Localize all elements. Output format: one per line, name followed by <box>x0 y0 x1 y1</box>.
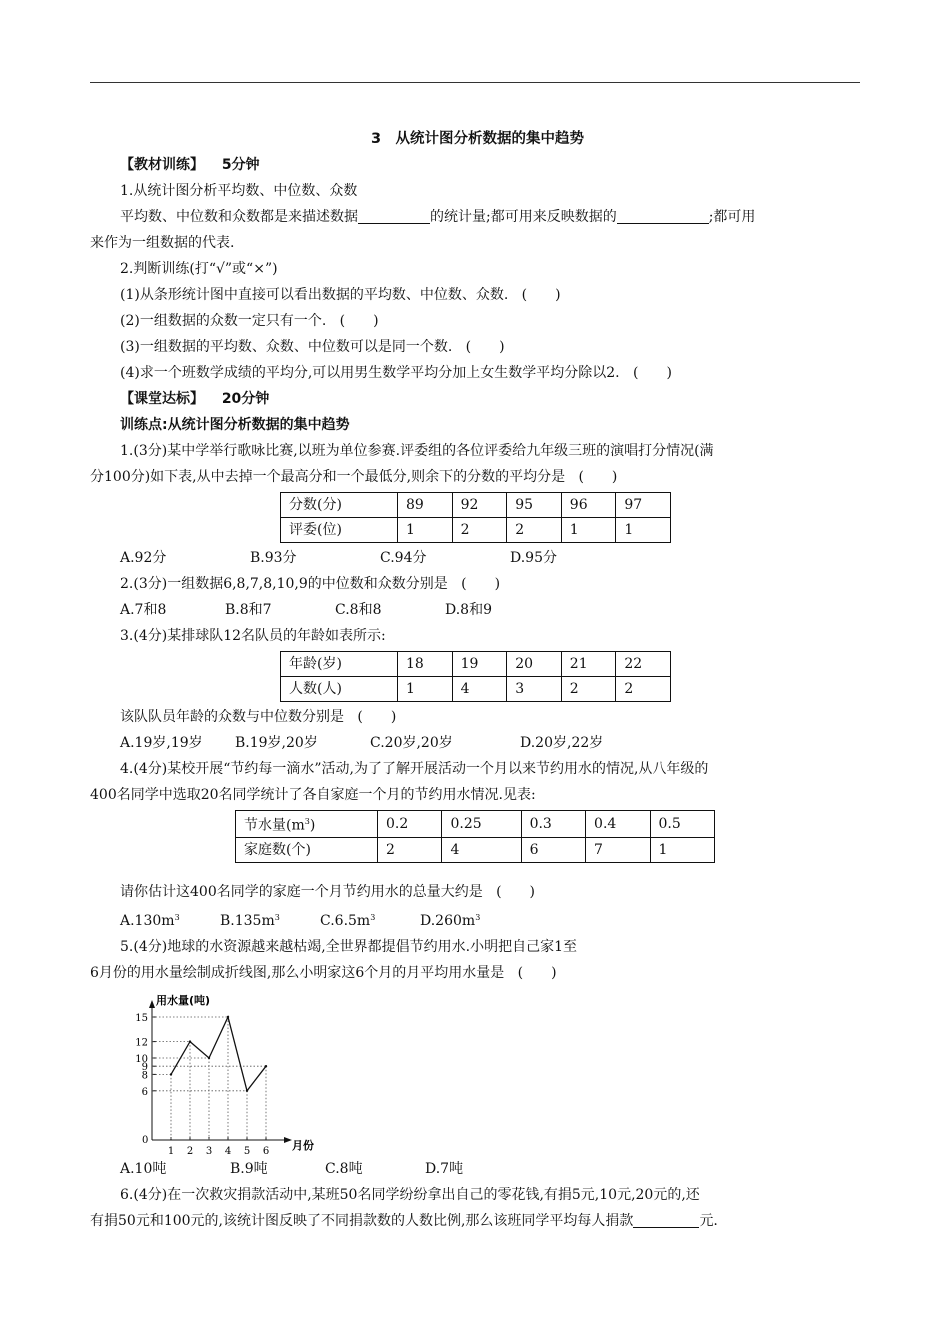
p1-text-c: ;都可用 <box>708 209 756 225</box>
table-cell: 97 <box>616 493 671 518</box>
q4-text: 4.(4分)某校开展“节约每一滴水”活动,为了了解开展活动一个月以来节约用水的情况,从八年级的 <box>120 761 709 777</box>
answer-paren[interactable]: ( ) <box>496 883 536 900</box>
section-heading <box>120 386 865 412</box>
table-row <box>236 811 715 838</box>
data-point <box>189 1041 191 1043</box>
q1-text: 1.(3分)某中学举行歌咏比赛,以班为单位参赛.评委组的各位评委给九年级三班的演唱打分情况(满 <box>120 443 714 459</box>
table-cell: 1 <box>650 837 715 862</box>
option-b[interactable]: B.19岁,20岁 <box>235 735 318 751</box>
option-b[interactable] <box>220 905 320 935</box>
x-axis-label: 月份 <box>292 1139 314 1153</box>
table-row <box>281 652 671 677</box>
q5-text: 5.(4分)地球的水资源越来越枯竭,全世界都提倡节约用水.小明把自己家1至 <box>120 939 577 956</box>
table-cell: 4 <box>452 677 507 702</box>
x-tick-label: 2 <box>186 1146 194 1157</box>
q5-text-part: 6月份的用水量绘制成折线图,那么小明家这6个月的月平均用水量是 <box>90 965 505 982</box>
p1-text <box>120 204 865 230</box>
answer-paren[interactable]: ( ) <box>517 965 557 982</box>
judge-item <box>120 282 865 308</box>
answer-paren[interactable]: ( ) <box>465 339 505 355</box>
table-row <box>281 518 671 543</box>
q1-text-cont <box>90 464 865 490</box>
x-tick-label: 1 <box>167 1146 175 1157</box>
data-point <box>265 1065 267 1067</box>
judge-text: (1)从条形统计图中直接可以看出数据的平均数、中位数、众数. <box>120 287 509 303</box>
table-row <box>281 677 671 702</box>
data-point <box>246 1090 248 1092</box>
table-cell: 95 <box>507 493 562 518</box>
data-point <box>227 1016 229 1018</box>
table-cell: 1 <box>561 518 616 543</box>
option-c[interactable] <box>320 905 420 935</box>
judge-item <box>120 308 865 334</box>
option-text: A.130m <box>120 913 175 930</box>
table-cell: 0.2 <box>378 811 442 838</box>
option-a[interactable] <box>120 905 220 935</box>
origin-label: 0 <box>142 1135 149 1147</box>
cell-sup: 3 <box>304 817 310 826</box>
x-tick-label: 3 <box>205 1146 213 1157</box>
table-cell: 2 <box>616 677 671 702</box>
q5-text-cont <box>90 960 865 986</box>
q2-text <box>120 571 865 597</box>
x-axis-arrow <box>284 1137 292 1143</box>
table-cell: 89 <box>398 493 453 518</box>
table-cell: 7 <box>586 837 650 862</box>
option-d[interactable]: D.8和9 <box>445 602 492 618</box>
option-text: B.135m <box>220 913 275 930</box>
y-tick-label: 10 <box>135 1054 148 1066</box>
q4-text-cont: 400名同学中选取20名同学统计了各自家庭一个月的节约用水情况.见表: <box>90 787 536 803</box>
judge-item <box>120 360 865 386</box>
table-cell: 家庭数(个) <box>236 837 378 862</box>
option-a[interactable]: A.19岁,19岁 <box>120 735 203 751</box>
q4-text-part: 请你估计这400名同学的家庭一个月节约用水的总量大约是 <box>120 883 483 900</box>
table-cell: 1 <box>398 677 453 702</box>
table-cell: 0.3 <box>521 811 585 838</box>
table-cell: 19 <box>452 652 507 677</box>
option-c[interactable]: C.20岁,20岁 <box>370 735 453 751</box>
data-point <box>208 1057 210 1059</box>
q1-text-part: 分100分)如下表,从中去掉一个最高分和一个最低分,则余下的分数的平均分是 <box>90 469 566 485</box>
option-sup: 3 <box>174 912 180 922</box>
cell-text: ) <box>309 817 316 834</box>
option-a[interactable]: A.10吨 <box>120 1161 167 1178</box>
table-cell: 年龄(岁) <box>281 652 398 677</box>
answer-blank[interactable] <box>358 207 430 224</box>
answer-paren[interactable]: ( ) <box>578 469 618 485</box>
answer-paren[interactable]: ( ) <box>461 576 501 592</box>
table-cell: 分数(分) <box>281 493 398 518</box>
table-cell: 18 <box>398 652 453 677</box>
p1-text-b: 的统计量;都可用来反映数据的 <box>430 209 617 225</box>
q6-text-end: 元. <box>699 1213 718 1230</box>
section-time: 5分钟 <box>221 157 260 173</box>
y-tick-label: 6 <box>141 1087 148 1099</box>
table-cell: 21 <box>561 652 616 677</box>
table-cell: 96 <box>561 493 616 518</box>
y-tick-label: 12 <box>135 1037 148 1049</box>
p1-heading: 1.从统计图分析平均数、中位数、众数 <box>120 183 358 199</box>
q3-text-part: 该队队员年龄的众数与中位数分别是 <box>120 709 344 725</box>
y-tick-label: 9 <box>141 1062 148 1074</box>
table-cell: 0.25 <box>442 811 521 838</box>
x-tick-label: 6 <box>262 1146 270 1157</box>
table-cell: 22 <box>616 652 671 677</box>
option-c[interactable]: C.94分 <box>380 550 427 566</box>
x-tick-label: 5 <box>243 1146 251 1157</box>
option-d[interactable] <box>420 905 480 935</box>
option-d[interactable]: D.95分 <box>510 550 557 566</box>
answer-paren[interactable]: ( ) <box>633 365 672 381</box>
p1-text-a: 平均数、中位数和众数都是来描述数据 <box>120 209 358 225</box>
option-c[interactable]: C.8吨 <box>325 1161 363 1178</box>
data-point <box>170 1074 172 1076</box>
option-b[interactable]: B.9吨 <box>230 1161 268 1178</box>
answer-blank[interactable] <box>617 207 709 224</box>
q6-text-cont <box>90 1208 865 1234</box>
table-cell: 1 <box>616 518 671 543</box>
table-cell: 0.5 <box>650 811 715 838</box>
option-d[interactable]: D.7吨 <box>425 1161 464 1178</box>
p1-text-cont: 来作为一组数据的代表. <box>90 235 235 251</box>
option-a[interactable]: A.7和8 <box>120 602 167 618</box>
q6-text-part: 有捐50元和100元的,该统计图反映了不同捐款数的人数比例,那么该班同学平均每人捐款 <box>90 1213 634 1230</box>
water-table <box>235 810 715 863</box>
training-topic: 训练点:从统计图分析数据的集中趋势 <box>120 417 350 433</box>
option-sup: 3 <box>475 912 481 922</box>
table-cell: 2 <box>452 518 507 543</box>
page-title: 3 从统计图分析数据的集中趋势 <box>370 131 585 147</box>
answer-paren[interactable]: ( ) <box>339 313 379 329</box>
table-cell: 4 <box>442 837 521 862</box>
option-text: C.6.5m <box>320 913 371 930</box>
table-cell: 人数(人) <box>281 677 398 702</box>
age-table <box>280 651 671 702</box>
table-cell: 6 <box>521 837 585 862</box>
answer-paren[interactable]: ( ) <box>521 287 561 303</box>
table-cell: 1 <box>398 518 453 543</box>
table-cell: 3 <box>507 677 562 702</box>
water-usage-line-chart <box>120 990 350 1156</box>
x-tick-label: 4 <box>224 1146 232 1157</box>
option-a[interactable]: A.92分 <box>120 550 167 566</box>
q4-text-3 <box>120 879 865 905</box>
spacer <box>120 865 865 879</box>
y-tick-label: 15 <box>135 1013 148 1025</box>
table-cell: 92 <box>452 493 507 518</box>
cell-text: 节水量(m <box>244 817 305 834</box>
worksheet <box>90 126 865 1234</box>
option-b[interactable]: B.93分 <box>250 550 297 566</box>
table-row <box>236 837 715 862</box>
option-text: D.260m <box>420 913 476 930</box>
p2-heading: 2.判断训练(打“√”或“×”) <box>120 261 278 277</box>
answer-paren[interactable]: ( ) <box>357 709 397 725</box>
option-d[interactable]: D.20岁,22岁 <box>520 735 604 751</box>
q3-text-2 <box>120 704 865 730</box>
section-heading <box>120 152 865 178</box>
judge-text: (4)求一个班数学成绩的平均分,可以用男生数学平均分加上女生数学平均分除以2. <box>120 365 620 381</box>
judge-text: (2)一组数据的众数一定只有一个. <box>120 313 327 329</box>
table-cell: 评委(位) <box>281 518 398 543</box>
q4-options <box>120 905 865 935</box>
table-cell: 2 <box>561 677 616 702</box>
option-sup: 3 <box>274 912 280 922</box>
q3-options <box>120 730 865 756</box>
y-axis-label: 用水量(吨) <box>156 994 211 1008</box>
q5-options <box>120 1156 865 1182</box>
header-rule <box>90 82 860 83</box>
table-row <box>281 493 671 518</box>
table-cell: 2 <box>378 837 442 862</box>
score-table <box>280 492 671 543</box>
option-b[interactable]: B.8和7 <box>225 602 272 618</box>
q3-text: 3.(4分)某排球队12名队员的年龄如表所示: <box>120 628 386 644</box>
y-axis-arrow <box>149 1000 155 1008</box>
q2-options <box>120 597 865 623</box>
section-time: 20分钟 <box>221 391 270 407</box>
option-c[interactable]: C.8和8 <box>335 602 382 618</box>
q6-text: 6.(4分)在一次救灾捐款活动中,某班50名同学纷纷拿出自己的零花钱,有捐5元,10元,20元的,还 <box>120 1187 700 1204</box>
judge-item <box>120 334 865 360</box>
answer-blank[interactable] <box>633 1211 699 1228</box>
table-cell: 20 <box>507 652 562 677</box>
table-cell <box>236 811 378 838</box>
option-sup: 3 <box>370 912 376 922</box>
y-tick-label: 8 <box>141 1070 148 1082</box>
judge-text: (3)一组数据的平均数、众数、中位数可以是同一个数. <box>120 339 453 355</box>
series-line <box>171 1017 266 1091</box>
q1-options <box>120 545 865 571</box>
q2-text-part: 2.(3分)一组数据6,8,7,8,10,9的中位数和众数分别是 <box>120 576 448 592</box>
section-label: 【教材训练】 <box>120 157 204 173</box>
table-cell: 2 <box>507 518 562 543</box>
table-cell: 0.4 <box>586 811 650 838</box>
section-label: 【课堂达标】 <box>120 391 204 407</box>
